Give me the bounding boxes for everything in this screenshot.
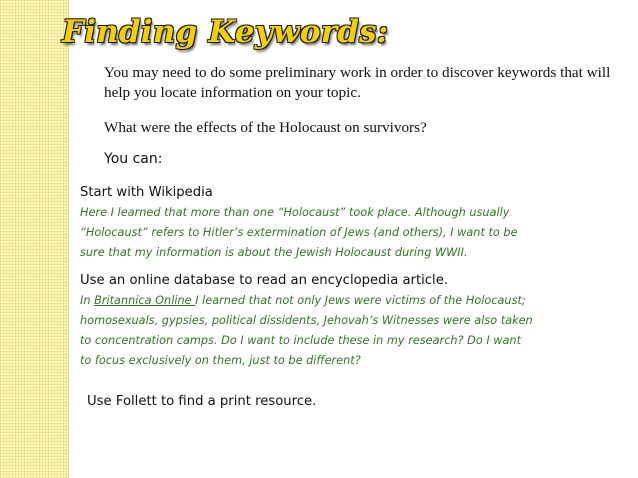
- database-note-line: to concentration camps. Do I want to include these in my research? Do I want: [80, 334, 522, 347]
- database-note-line: homosexuals, gypsies, political dissidents, Jehovah’s Witnesses were also taken: [80, 314, 533, 327]
- wikipedia-heading: Start with Wikipedia: [80, 185, 213, 200]
- intro-text: You may need to do some preliminary work in order to discover keywords that will help you locate information on your topic.: [104, 64, 611, 101]
- database-note-line: to focus exclusively on them, just to be different?: [80, 354, 361, 367]
- slide-title: Finding Keywords:: [62, 14, 389, 50]
- database-section: [80, 271, 630, 371]
- wikipedia-note-line: Here I learned that more than one “Holocaust” took place. Although usually: [80, 206, 510, 219]
- wikipedia-note-line: “Holocaust” refers to Hitler’s extermination of Jews (and others), I want to be: [80, 226, 518, 239]
- you-can-label: You can:: [104, 151, 163, 167]
- research-question: What were the effects of the Holocaust on survivors?: [104, 119, 427, 136]
- wikipedia-section: [80, 183, 630, 263]
- database-note-line: [80, 291, 630, 311]
- database-note-suffix: I learned that not only Jews were victims of the Holocaust;: [195, 294, 526, 307]
- side-divider: [68, 0, 69, 478]
- follett-text: Use Follett to find a print resource.: [87, 394, 317, 409]
- database-heading: Use an online database to read an encyclopedia article.: [80, 273, 449, 288]
- decorative-side-bar: [0, 0, 68, 478]
- database-note-prefix: In: [80, 294, 95, 307]
- britannica-online-link[interactable]: Britannica Online: [94, 294, 196, 307]
- wikipedia-note-line: sure that my information is about the Jewish Holocaust during WWII.: [80, 246, 468, 259]
